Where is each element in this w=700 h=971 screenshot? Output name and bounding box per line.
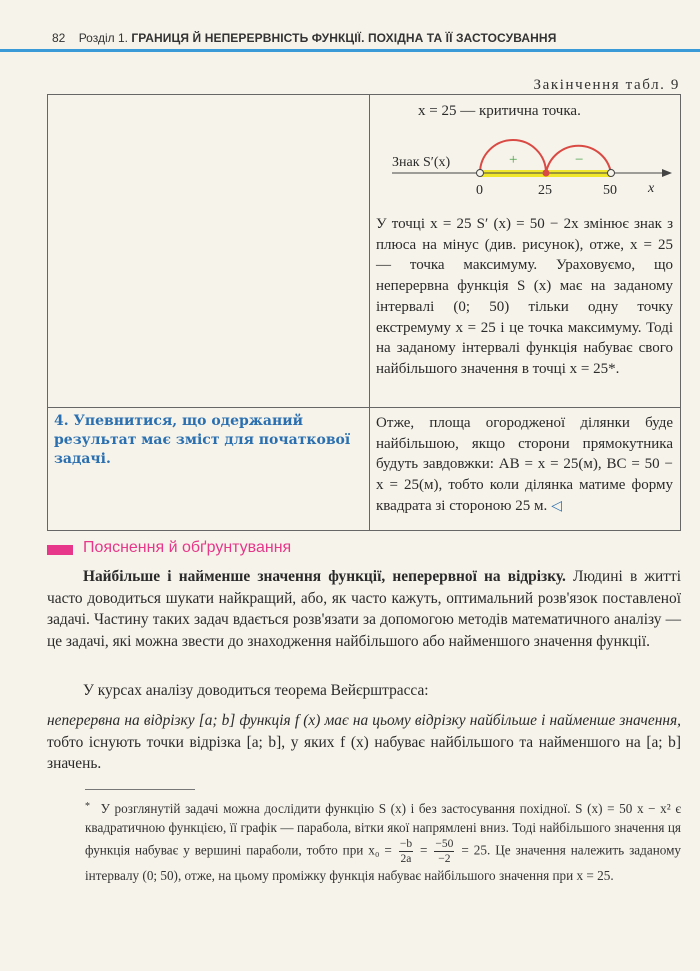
fraction-denominator: −2: [438, 853, 451, 865]
page-number: 82: [52, 31, 66, 45]
table-continuation-caption: Закінчення табл. 9: [533, 77, 680, 93]
fraction-50-over-2: [434, 837, 454, 866]
footnote: [85, 797, 681, 885]
header-text: [52, 31, 556, 45]
critical-point-text: x = 25 — критична точка.: [418, 103, 581, 119]
tick-label-0: 0: [476, 183, 483, 198]
table-column-divider: [369, 95, 370, 530]
section-title: Пояснення й обґрунтування: [83, 539, 292, 556]
paragraph-text: Людині в житті часто доводиться шукати найкращий, або, як часто кажуть, оптимальний розв'язок поставленої задачі. Частину таких задач вдається розв'язати за допомогою методів математичного аналізу — це задачі, які можна звести до знаходження найбільшого або найменшого значення функції.: [47, 568, 681, 651]
point-25: [543, 170, 550, 177]
theorem-explanation: тобто існують точки відрізка [a; b], у яких f (x) набуває найбільшого та найменшого на [a; b] значень.: [47, 733, 681, 773]
axis-arrow: [662, 169, 672, 177]
footnote-star: *: [85, 801, 90, 812]
sign-label: Знак S′(x): [392, 155, 451, 170]
fraction-denominator: 2a: [400, 853, 412, 865]
paragraph-weierstrass-intro: У курсах аналізу доводиться теорема Вейєрштрасса:: [83, 682, 429, 699]
minus-sign: −: [575, 152, 584, 168]
conclusion-body: Отже, площа огородженої ділянки буде найбільшою, якщо сторони прямокутника будуть завдовжки: AB = x = 25(м), BC = 50 − x = 25(м), тобто коли ділянка матиме форму квадрата зі стороною 25 м.: [376, 415, 673, 514]
end-of-solution-icon: ◁: [551, 498, 562, 514]
point-50: [608, 170, 615, 177]
tick-label-25: 25: [538, 183, 552, 198]
paragraph-extremes: [47, 566, 681, 653]
paragraph-heading: Найбільше і найменше значення функції, неперервної на відрізку.: [83, 568, 566, 585]
theorem-statement: неперервна на відрізку [a; b] функція f (x) має на цьому відрізку найбільше і найменше значення,: [47, 712, 681, 729]
header-rule: [0, 49, 700, 52]
paragraph-weierstrass-theorem: [47, 710, 681, 775]
fraction-numerator: −b: [399, 838, 413, 850]
conclusion-text: [376, 413, 673, 518]
step-4-instruction: 4. Упевнитися, що одержаний результат має зміст для початкової задачі.: [54, 413, 351, 467]
plus-sign: +: [509, 152, 518, 168]
point-0: [477, 170, 484, 177]
footnote-rule: [85, 789, 195, 790]
table-row-divider: [48, 407, 680, 408]
chapter-title: ГРАНИЦЯ Й НЕПЕРЕРВНІСТЬ ФУНКЦІЇ. ПОХІДНА ТА ЇЇ ЗАСТОСУВАННЯ: [131, 31, 557, 45]
equals-sign: =: [420, 842, 428, 858]
fraction-numerator: −50: [435, 838, 454, 850]
fraction-b-over-2a: [399, 837, 413, 866]
section-marker-icon: [47, 545, 73, 555]
footnote-text-1: У розглянутій задачі можна дослідити функцію S (x) і без застосування похідної. S (x) = 50 x − x² є квадратичною функцією, її графік — парабола, вітки якої напрямлені вниз. Тоді найбільшого значення ця функція набуває у вершині параболи, тобто при x₀ =: [85, 801, 681, 858]
axis-label-x: x: [648, 181, 655, 196]
sign-diagram: [392, 136, 672, 198]
maximum-explanation: У точці x = 25 S′ (x) = 50 − 2x змінює знак з плюса на мінус (див. рисунок), отже, x = 25 — точка максимуму. Ураховуємо, що неперервна функція S (x) має на заданому інтервалі (0; 50) тільки одну точку екстремуму x = 25 і це точка максимуму. Тоді на заданому інтервалі функція набуває свого найбільшого значення в точці x = 25*.: [376, 216, 673, 377]
page-header: [0, 0, 700, 60]
chapter-label: Розділ 1.: [78, 31, 128, 45]
footnote-text-2: = 25. Це значення належить заданому інтервалу (0; 50), отже, на цьому проміжку функція набуває найбільшого значення при x = 25.: [85, 842, 682, 883]
tick-label-50: 50: [603, 183, 617, 198]
